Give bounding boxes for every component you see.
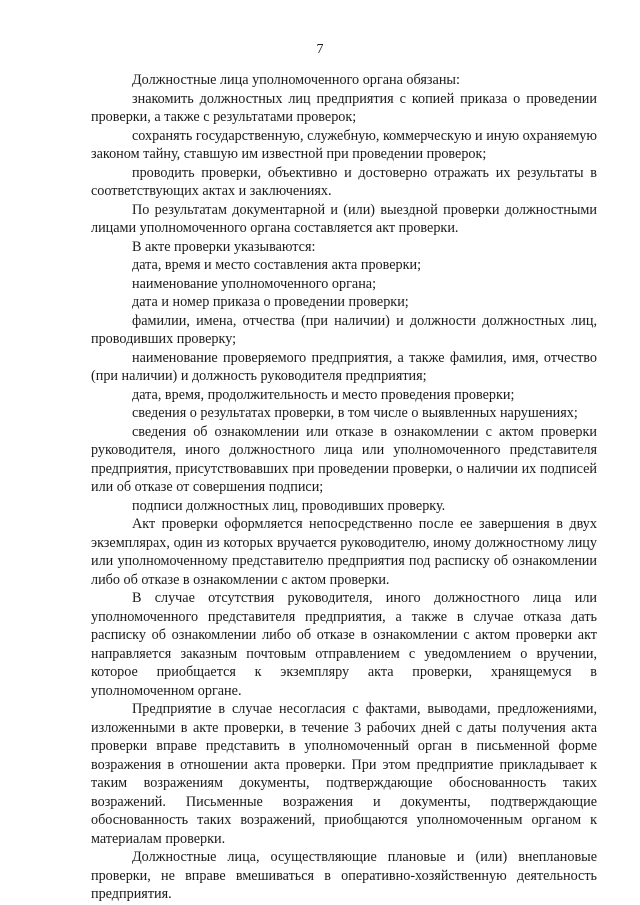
paragraph-obligation-acquaint: знакомить должностных лиц предприятия с копией приказа о проведении проверки, а также с результатами проверок;	[91, 90, 597, 125]
paragraph-inspection-act: По результатам документарной и (или) выездной проверки должностными лицами уполномоченного органа составляется акт проверки.	[91, 201, 597, 236]
paragraph-act-item-duration: дата, время, продолжительность и место проведения проверки;	[132, 386, 515, 403]
paragraph-non-interference: Должностные лица, осуществляющие плановые и (или) внеплановые проверки, не вправе вмешиваться в оперативно-хозяйственную деятельность предприятия.	[91, 849, 597, 902]
paragraph-act-item-results: сведения о результатах проверки, в том числе о выявленных нарушениях;	[132, 405, 578, 421]
page-number: 7	[316, 42, 324, 57]
paragraph-obligation-objectivity: проводить проверки, объективно и достоверно отражать их результаты в соответствующих актах и заключениях.	[91, 164, 597, 199]
paragraph-officials-obligations-intro: Должностные лица уполномоченного органа обязаны:	[132, 72, 460, 88]
paragraph-act-item-enterprise: наименование проверяемого предприятия, а также фамилия, имя, отчество (при наличии) и должность руководителя предприятия;	[91, 349, 597, 384]
paragraph-act-item-acquaintance: сведения об ознакомлении или отказе в ознакомлении с актом проверки руководителя, иного должностного лица или уполномоченного представителя предприятия, присутствовавших при проведении проверки, о наличии их подписей или об отказе от совершения подписи;	[91, 423, 597, 495]
paragraph-obligation-secrecy: сохранять государственную, служебную, коммерческую и иную охраняемую законом тайну, ставшую им известной при проведении проверок;	[91, 127, 597, 162]
paragraph-absence-case: В случае отсутствия руководителя, иного должностного лица или уполномоченного представителя предприятия, а также в случае отказа дать расписку об ознакомлении либо об отказе в ознакомлении с актом проверки акт направляется заказным почтовым отправлением с уведомлением о вручении, которое приобщается к экземпляру акта проверки, хранящемуся в уполномоченном органе.	[91, 590, 597, 699]
paragraph-act-contents-intro: В акте проверки указываются:	[132, 238, 316, 255]
paragraph-act-item-inspectors: фамилии, имена, отчества (при наличии) и должности должностных лиц, проводивших проверку;	[91, 312, 597, 347]
paragraph-act-item-order: дата и номер приказа о проведении проверки;	[132, 294, 409, 310]
paragraph-act-item-authority: наименование уполномоченного органа;	[132, 275, 377, 292]
paragraph-act-item-signatures: подписи должностных лиц, проводивших проверку.	[132, 497, 446, 514]
paragraph-objections: Предприятие в случае несогласия с фактами, выводами, предложениями, изложенными в акте проверки, в течение 3 рабочих дней с даты получения акта проверки вправе представить в уполномоченный орган в письменной форме возражения в отношении акта проверки. При этом предприятие прикладывает к таким возражениям документы, подтверждающие обоснованность таких возражений. Письменные возражения и документы, подтверждающие обоснованность таких возражений, приобщаются уполномоченным органом к материалам проверки.	[91, 701, 597, 847]
document-body	[91, 71, 597, 904]
paragraph-act-item-date-place: дата, время и место составления акта проверки;	[132, 257, 422, 273]
paragraph-act-execution: Акт проверки оформляется непосредственно после ее завершения в двух экземплярах, один из которых вручается руководителю, иному должностному лицу или уполномоченному представителю предприятия под расписку об ознакомлении либо об отказе в ознакомлении с актом проверки.	[91, 516, 597, 588]
